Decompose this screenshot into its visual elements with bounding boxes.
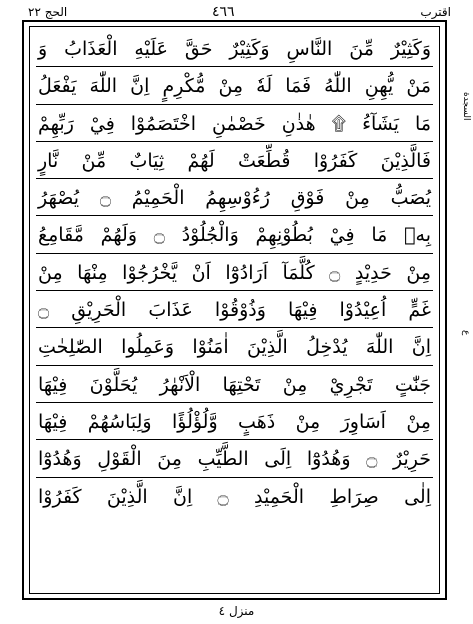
- surah-name-header: الحج ٢٢: [28, 5, 68, 19]
- verse-text: مِنْ حَدِيْدٍ ۝ كُلَّمَآ اَرَادُوْٓا اَنْ يَّخْرُجُوْا مِنْهَا مِنْ: [38, 261, 431, 284]
- verse-text: اِنَّ اللّٰهَ يُدْخِلُ الَّذِيْنَ اٰمَنُوْا وَعَمِلُوا الصّٰلِحٰتِ: [38, 336, 431, 359]
- verse-line: [36, 67, 433, 104]
- verse-text: مِنْ اَسَاوِرَ مِنْ ذَهَبٍ وَّلُؤْلُؤًا وَلِبَاسُهُمْ فِيْهَا: [38, 410, 431, 433]
- verse-text: جَنّٰتٍ تَجْرِيْ مِنْ تَحْتِهَا الْاَنْهٰرُ يُحَلَّوْنَ فِيْهَا: [38, 373, 431, 396]
- verse-text: مَا يَشَآءُ ۩ هٰذٰنِ خَصْمٰنِ اخْتَصَمُوْا فِيْ رَبِّهِمْ: [38, 112, 431, 135]
- verse-line: [36, 105, 433, 142]
- verse-text: حَرِيْرٌ ۝ وَهُدُوْٓا اِلَى الطَّيِّبِ مِنَ الْقَوْلِ وَهُدُوْٓا: [38, 448, 432, 471]
- verse-text: مَنْ يُّهِنِ اللّٰهُ فَمَا لَهٗ مِنْ مُّكْرِمٍ اِنَّ اللّٰهَ يَفْعَلُ: [38, 75, 431, 98]
- verse-text: يُصَبُّ مِنْ فَوْقِ رُءُوْسِهِمُ الْحَمِيْمُ ۝ يُصْهَرُ: [38, 187, 432, 210]
- verse-text: غَمٍّ اُعِيْدُوْا فِيْهَا وَذُوْقُوْا عَذَابَ الْحَرِيْقِ ۝: [38, 299, 431, 322]
- verse-line: [36, 291, 433, 328]
- verse-line: [36, 30, 433, 67]
- verse-line: [36, 440, 433, 477]
- verse-line: [36, 328, 433, 365]
- verse-line: [36, 366, 433, 403]
- verse-text: فَالَّذِيْنَ كَفَرُوْا قُطِّعَتْ لَهُمْ ثِيَابٌ مِّنْ نَّارٍ: [38, 149, 431, 172]
- verse-line: [36, 179, 433, 216]
- verse-line: [36, 142, 433, 179]
- verse-line: [36, 254, 433, 291]
- sajdah-margin-note: السجدة: [461, 92, 471, 121]
- verse-line: [36, 403, 433, 440]
- page-number: ٤٦٦: [212, 4, 235, 20]
- manzil-footer: منزل ٤: [218, 604, 255, 618]
- verse-lines: [36, 30, 433, 590]
- verse-text: بِهٖ مَا فِيْ بُطُوْنِهِمْ وَالْجُلُوْدُ ۝ وَلَهُمْ مَّقَامِعُ: [38, 224, 431, 247]
- verse-line: [36, 478, 433, 515]
- verse-text: وَكَثِيْرٌ مِّنَ النَّاسِ وَكَثِيْرٌ حَقَّ عَلَيْهِ الْعَذَابُ وَ: [38, 38, 431, 60]
- ruku-margin-note: ع: [461, 330, 471, 336]
- verse-line: [36, 216, 433, 253]
- verse-text: اِلٰى صِرَاطِ الْحَمِيْدِ ۝ اِنَّ الَّذِيْنَ كَفَرُوْا: [38, 485, 431, 508]
- juz-name-header: اقترب: [420, 5, 451, 19]
